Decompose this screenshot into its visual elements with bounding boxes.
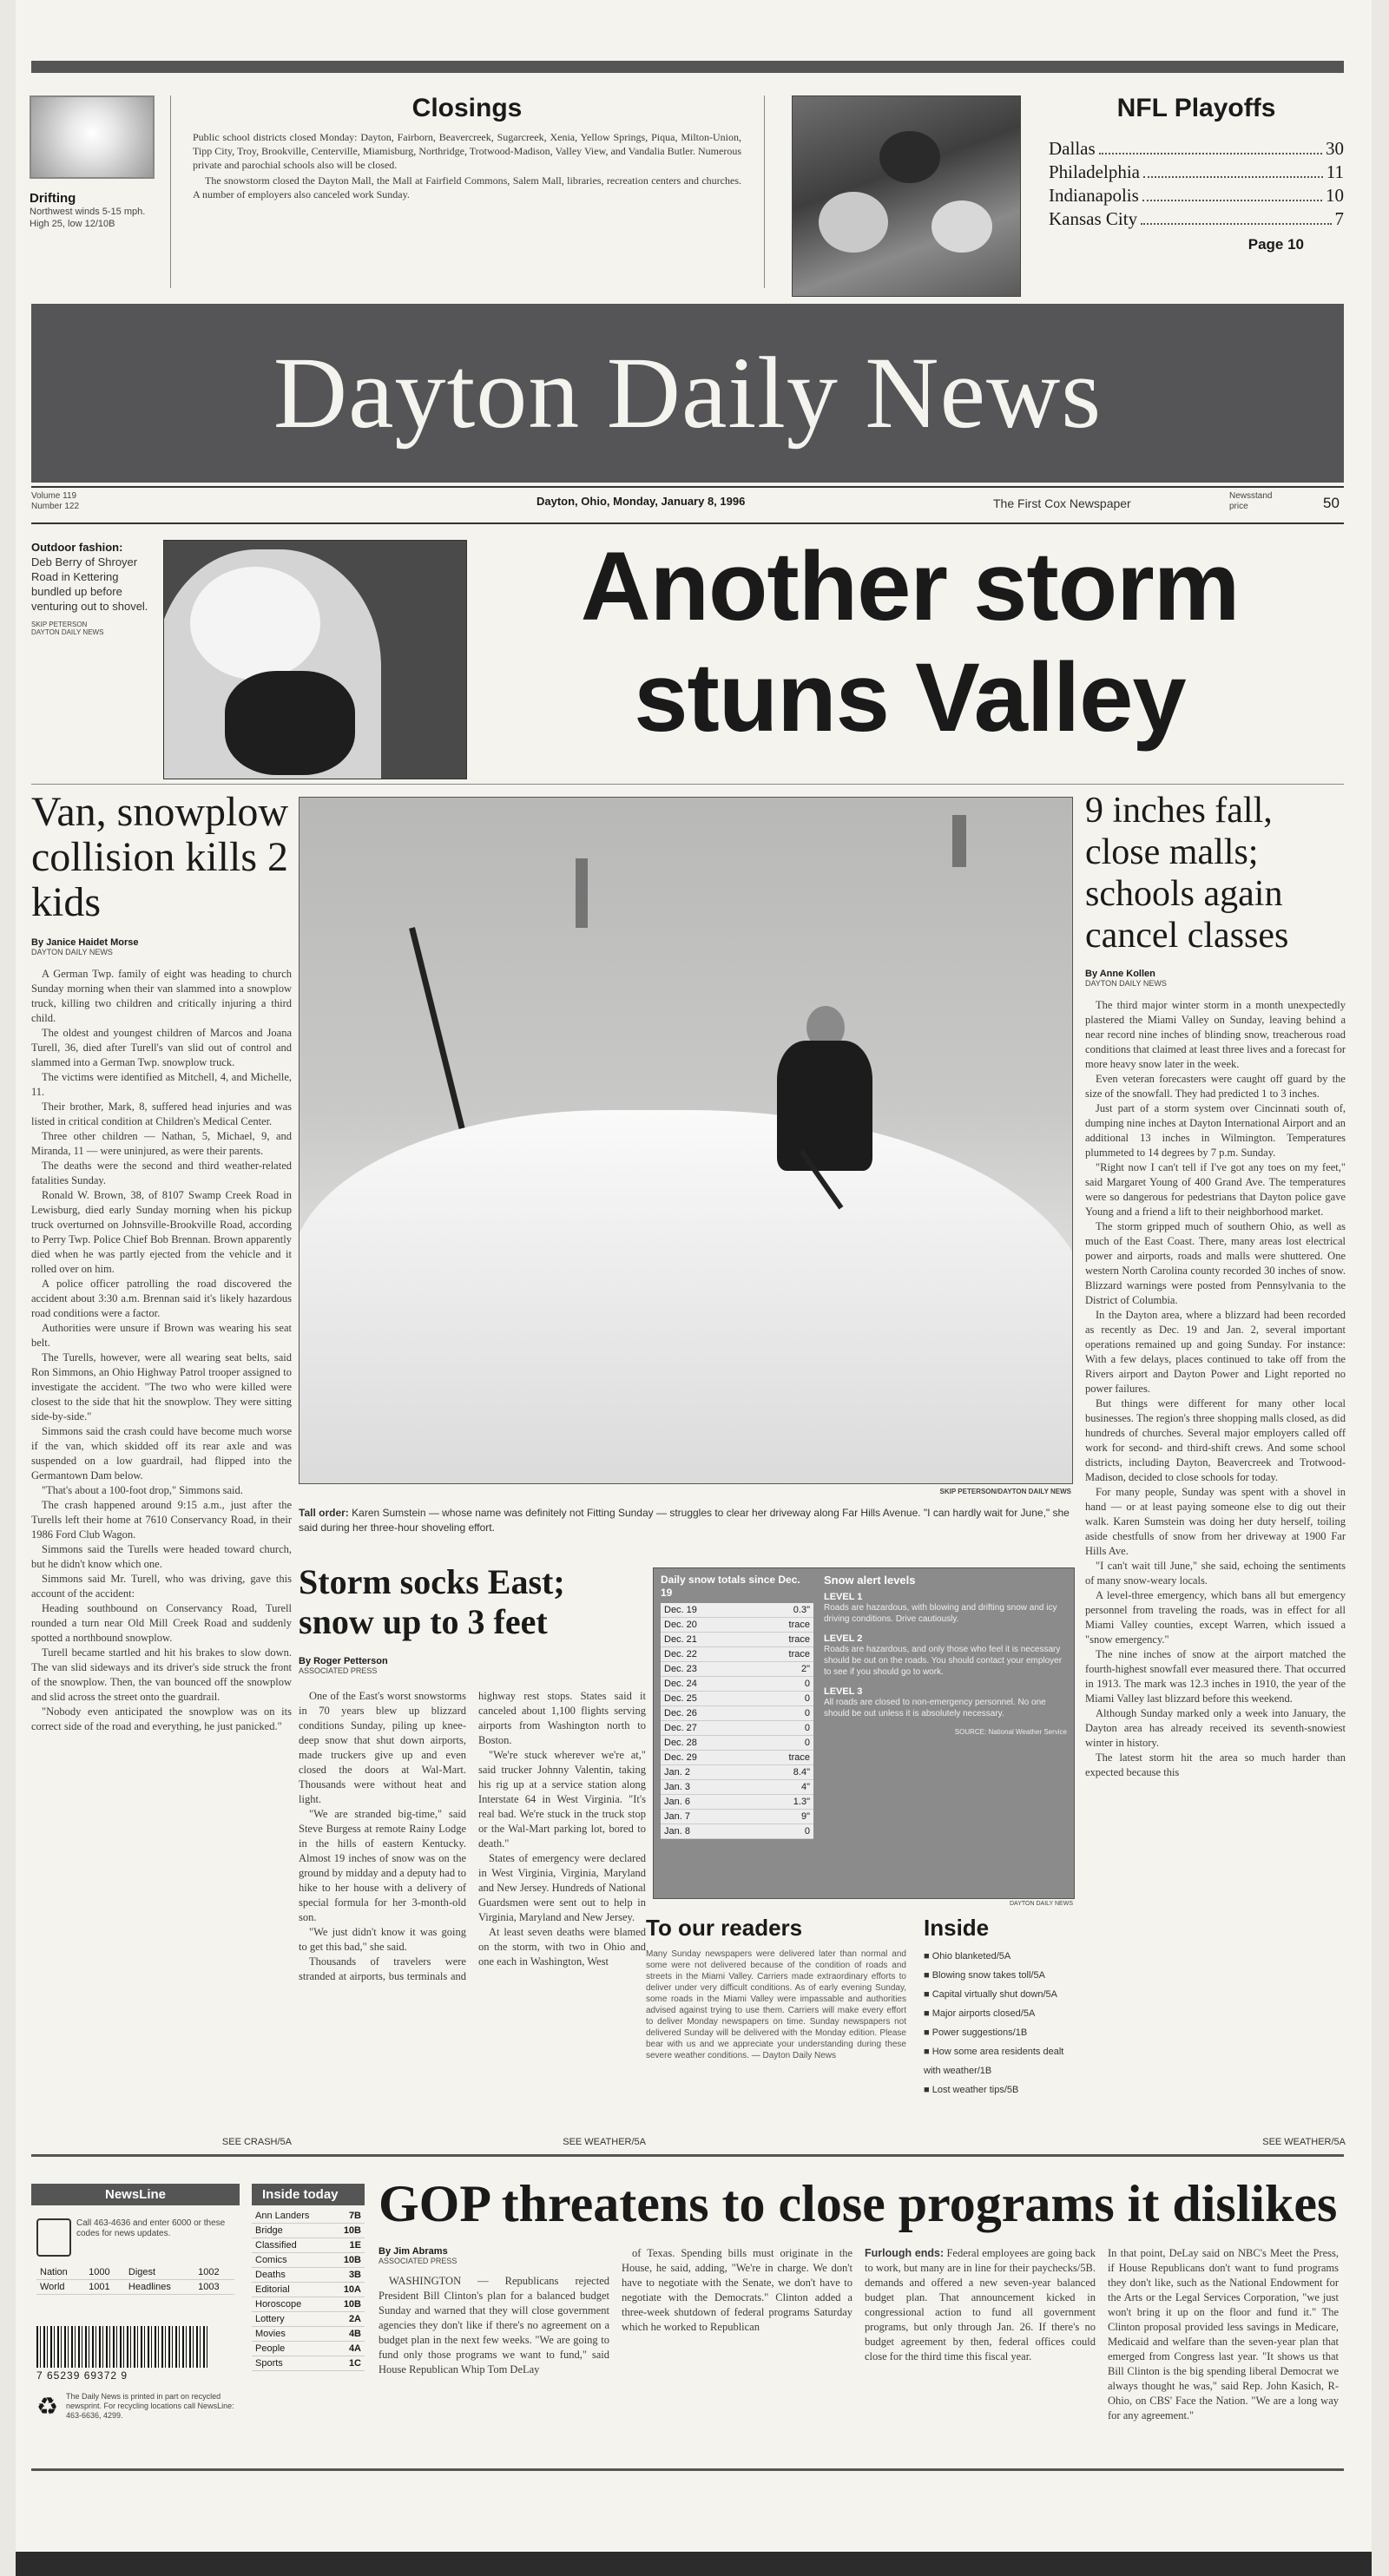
inside-item-label: Ohio blanketed/5A (931, 1951, 1011, 1962)
inside-today-section: Ann Landers (252, 2209, 332, 2224)
inside-today-section: Sports (252, 2356, 332, 2371)
nfl-score-row (1049, 207, 1344, 231)
masthead (31, 304, 1344, 483)
recycle-icon: ♻ (36, 2393, 59, 2420)
alert-level (824, 1633, 1067, 1678)
tagline: The First Cox Newspaper (993, 496, 1131, 510)
paragraph: The Turells, however, were all wearing seat belts, said Ron Simmons, an Ohio Highway Patrol trooper assigned to investigate the accident. "The two who were killed were closest to the side that hit the snowplow. They were sitting side-by-side." (31, 1351, 292, 1423)
team-score: 11 (1326, 161, 1344, 182)
teaser-caption-title: Outdoor fashion: (31, 541, 123, 554)
team-score: 7 (1334, 208, 1344, 229)
snow-amount: 0 (750, 1721, 813, 1736)
shoveler-figure (768, 1006, 881, 1197)
newsline-name: Headlines (125, 2280, 194, 2295)
section-rule (31, 2154, 1344, 2157)
paragraph: The crash happened around 9:15 a.m., just after the Turells left their home at 7610 Conservancy Road, in their 1986 Ford Club Wagon. (31, 1499, 292, 1541)
traffic-signal-shape (952, 815, 966, 867)
snow-date: Dec. 27 (661, 1721, 750, 1736)
snow-amount: 0 (750, 1736, 813, 1751)
inside-today-page: 4B (332, 2327, 365, 2342)
main-headline: Another storm stuns Valley (580, 532, 1240, 752)
gop-col3: Federal employees are going back to work, but many are in line for their paychecks/5B. demands and offered a new seven-year balanced budget plan. That announcement kicked in congressional action to fund all government programs, but only through Jan. 26. If there's no budget agreement by then, federal offices could close for the third time this fiscal year. (865, 2247, 1096, 2362)
weather-box (30, 95, 177, 269)
paragraph: Authorities were unsure if Brown was wearing his seat belt. (31, 1322, 292, 1349)
snow-amount: 9" (750, 1810, 813, 1824)
newsline-code: 1000 (85, 2265, 125, 2280)
snow-alert-source: SOURCE: National Weather Service (954, 1728, 1067, 1736)
newsline-name: World (36, 2280, 85, 2295)
snow-amount: 8.4" (750, 1765, 813, 1780)
snow-total-row (661, 1810, 813, 1824)
inside-item-label: Blowing snow takes toll/5A (931, 1970, 1045, 1981)
snow-amount: 2" (750, 1662, 813, 1677)
divider (764, 95, 765, 288)
alert-level-text: All roads are closed to non-emergency personnel. No one should be out unless it is absolutely necessary. (824, 1698, 1046, 1718)
paragraph: At least seven deaths were blamed on the storm, with two in Ohio and one each in Washington, West (478, 1926, 646, 1968)
inside-today-section: Editorial (252, 2283, 332, 2297)
van-story-paper: DAYTON DAILY NEWS (31, 948, 113, 956)
inside-today-section: Bridge (252, 2224, 332, 2238)
inside-today-page: 10B (332, 2224, 365, 2238)
newsline-row (36, 2265, 234, 2280)
photo-caption-text: Karen Sumstein — whose name was definitely not Fitting Sunday — struggles to clear her driveway along Far Hills Avenue. "I can hardly wait for June," she said during her three-hour shoveling effort. (299, 1507, 1070, 1534)
photo-caption (299, 1506, 1071, 1535)
inside-today-row[interactable] (252, 2224, 365, 2238)
inside-item-label: Major airports closed/5A (931, 2008, 1036, 2019)
inside-today-row[interactable] (252, 2356, 365, 2371)
snow-total-row (661, 1662, 813, 1677)
snow-alert (824, 1574, 1067, 1736)
inside-item[interactable] (924, 1985, 1071, 2004)
alert-level (824, 1686, 1067, 1719)
gop-byline: By Jim Abrams (379, 2246, 448, 2257)
bullet-icon: ■ (924, 1951, 932, 1962)
inside-today-row[interactable] (252, 2297, 365, 2312)
inside-today-page: 10B (332, 2297, 365, 2312)
newsline-title: NewsLine (31, 2184, 240, 2205)
team-score: 30 (1326, 138, 1344, 159)
snow-total-row (661, 1751, 813, 1765)
leader-dots (1143, 161, 1323, 178)
recycle-text: The Daily News is printed in part on recycled newsprint. For recycling locations call NewsLine: 463-6636, 4299. (66, 2392, 234, 2420)
newsline-code: 1003 (194, 2280, 234, 2295)
snow-total-row (661, 1647, 813, 1662)
teaser-caption-text: Deb Berry of Shroyer Road in Kettering bundled up before venturing out to shovel. (31, 555, 148, 613)
weather-heading: Drifting (30, 191, 76, 206)
gop-col3-lead: Furlough ends: (865, 2247, 945, 2259)
helmet-shape (931, 200, 992, 253)
paragraph: Although Sunday marked only a week into January, the Dayton area has already received its seventh-snowiest winter in history. (1085, 1707, 1346, 1749)
snow-amount: trace (750, 1751, 813, 1765)
storm-east-jump[interactable]: SEE WEATHER/5A (563, 2137, 646, 2147)
inside-today-section: Classified (252, 2238, 332, 2253)
bullet-icon: ■ (924, 2085, 932, 2095)
paragraph: A police officer patrolling the road discovered the accident about 3:30 a.m. Brennan said it's likely hazardous road conditions were a factor. (31, 1278, 292, 1319)
inside-item-label: Power suggestions/1B (931, 2027, 1028, 2038)
inside-today-section: Lottery (252, 2312, 332, 2327)
snow-total-row (661, 1633, 813, 1647)
dateline-bottom-rule (31, 522, 1344, 524)
snow-graphic (653, 1567, 1075, 1899)
storm-east-paper: ASSOCIATED PRESS (299, 1666, 378, 1675)
newsline-box (31, 2184, 240, 2444)
gop-column (865, 2246, 1096, 2423)
paragraph: The third major winter storm in a month unexpectedly plastered the Miami Valley on Sunday, leaving behind a near record nine inches of blinding snow, treacherous road conditions that claimed at least three lives and a forecast for more heavy snow later in the week. (1085, 999, 1346, 1070)
newsline-code: 1001 (85, 2280, 125, 2295)
gop-column (379, 2246, 609, 2423)
gop-columns (379, 2246, 1344, 2423)
readers-text: Many Sunday newspapers were delivered later than normal and some were not delivered because of the condition of roads and streets in the Miami Valley. Carriers made extraordinary efforts to deliver under very difficult conditions. As of early evening Sunday, some roads in the Miami Valley were impassable and authorities advised against trying to use them. Carriers will make every effort to deliver Monday newspapers on time. Sunday newspapers not delivered Sunday will be delivered with the Monday edition. Please bear with us and we appreciate your understanding during these severe weather conditions. — Dayton Daily News (646, 1949, 906, 2060)
snow-date: Dec. 28 (661, 1736, 750, 1751)
snow-date: Dec. 26 (661, 1706, 750, 1721)
face-shape (225, 671, 355, 775)
nfl-title: NFL Playoffs (1116, 94, 1276, 122)
inside-today-page: 3B (332, 2268, 365, 2283)
pole-shape (409, 927, 465, 1131)
snow-amount: 4" (750, 1780, 813, 1795)
page-edge (16, 2552, 1372, 2576)
inside-today-page: 4A (332, 2342, 365, 2356)
team-name: Dallas (1049, 138, 1096, 159)
snow-total-row (661, 1795, 813, 1810)
inside-today-table (252, 2209, 365, 2371)
nine-inches-headline: 9 inches fall, close malls; schools again cancel classes (1085, 791, 1289, 956)
leader-dots (1141, 207, 1331, 225)
gop-col1: WASHINGTON — Republicans rejected President Bill Clinton's plan for a balanced budget Sunday and warned that they will close government agencies they don't like if there's no agreement on a budget plan in the next few weeks. "We are going to fund only those programs we want to fund," said House Republican Whip Tom DeLay (379, 2275, 609, 2376)
van-story-jump[interactable]: SEE CRASH/5A (221, 2137, 292, 2147)
inside-today-section: Horoscope (252, 2297, 332, 2312)
snow-totals (661, 1574, 813, 1839)
inside-today-page: 7B (332, 2209, 365, 2224)
snow-date: Dec. 22 (661, 1647, 750, 1662)
snow-total-row (661, 1780, 813, 1795)
paragraph: A level-three emergency, which bans all but emergency personnel from traveling the roads, was in effect for all Miami Valley counties, except Warren, which issued a "snow emergency." (1085, 1589, 1346, 1646)
top-rule (31, 61, 1344, 73)
paragraph: The storm gripped much of southern Ohio, as well as much of the East Coast. There, many areas lost electrical power and airports, roads and malls were shuttered. One western North Carolina county recorded 30 inches of snow. Blizzard warnings were posted from Pennsylvania to the District of Columbia. (1085, 1220, 1346, 1306)
snow-date: Jan. 6 (661, 1795, 750, 1810)
snow-total-row (661, 1692, 813, 1706)
snow-alert-title: Snow alert levels (824, 1574, 916, 1587)
teaser-caption (31, 540, 161, 636)
inside-today-page: 2A (332, 2312, 365, 2327)
paragraph: Turell became startled and hit his brakes to slow down. The van slid sideways and its driver's side struck the front of the snowplow. Then, the van bounced off the snowplow and slid across the street onto the guardrail. (31, 1646, 292, 1703)
nfl-page-ref: Page 10 (1247, 236, 1304, 253)
paragraph: A German Twp. family of eight was heading to church Sunday morning when their van slammed into a snowplow truck, killing two children and critically injuring a third child. (31, 968, 292, 1024)
bullet-icon: ■ (924, 2027, 932, 2038)
inside-item[interactable] (924, 2004, 1071, 2023)
readers-box (646, 1915, 906, 2061)
paragraph: States of emergency were declared in West Virginia, Virginia, Maryland and New Jersey. Hundreds of National Guardsmen were sent out to help in Virginia, Maryland and New Jersey. (478, 1852, 646, 1923)
paragraph: "We are stranded big-time," said Steve Burgess at remote Rainy Lodge in the hills of eastern Kentucky. Almost 19 inches of snow was on the ground by midday and a deputy had to hike to her house with a delivery of special formula for her 3-month-old son. (299, 1808, 466, 1923)
newsline-name: Nation (36, 2265, 85, 2280)
inside-today-page: 10A (332, 2283, 365, 2297)
storm-east-headline: Storm socks East; snow up to 3 feet (299, 1562, 565, 1641)
nfl-scores (1049, 137, 1344, 231)
paragraph: "We just didn't know it was going to get this bad," she said. (299, 1926, 466, 1953)
inside-item[interactable] (924, 1947, 1071, 1966)
snow-amount: trace (750, 1647, 813, 1662)
paragraph: "Nobody even anticipated the snowplow was on its correct side of the road and everything, he just panicked." (31, 1705, 292, 1732)
alert-level-text: Roads are hazardous, and only those who feel it is necessary should be out on the roads. You should contact your employer to see if you should go to work. (824, 1645, 1063, 1677)
snow-totals-table (661, 1603, 813, 1839)
nfl-box (1049, 94, 1344, 293)
helmet-shape (879, 131, 940, 183)
closings-box (181, 94, 754, 289)
inside-today-page: 10B (332, 2253, 365, 2268)
paragraph: Just part of a storm system over Cincinnati south of, dumping nine inches at Dayton International Airport and an additional 13 inches in Wilmington. Temperatures plummeted to 14 degrees by 7 p.m. Sunday. (1085, 1102, 1346, 1159)
snow-date: Jan. 7 (661, 1810, 750, 1824)
inside-today-page: 1E (332, 2238, 365, 2253)
paragraph: Ronald W. Brown, 38, of 8107 Swamp Creek Road in Lewisburg, died early Sunday morning when his pickup truck overturned on Johnsville-Brookville Road, according to Perry Twp. Police Chief Bob Brennan. Brown apparently died when he was partly ejected from the vehicle and it rolled over on him. (31, 1189, 292, 1275)
inside-today-section: People (252, 2342, 332, 2356)
inside-today-section: Comics (252, 2253, 332, 2268)
inside-today-row[interactable] (252, 2209, 365, 2224)
paragraph: Thousands of travelers were stranded at airports, bus terminals and highway rest stops. States said it canceled about 1,100 flights serving airports from Washington north to Boston. (299, 1690, 646, 1982)
headline-rule (31, 784, 1344, 785)
snow-total-row (661, 1736, 813, 1751)
paragraph: The victims were identified as Mitchell, 4, and Michelle, 11. (31, 1071, 292, 1098)
storm-east-story (299, 1562, 646, 2126)
inside-today-section: Deaths (252, 2268, 332, 2283)
paragraph: The deaths were the second and third weather-related fatalities Sunday. (31, 1160, 292, 1186)
nine-inches-jump[interactable]: SEE WEATHER/5A (1262, 2137, 1346, 2147)
nine-inches-byline: By Anne Kollen (1085, 969, 1155, 979)
inside-item[interactable] (924, 1966, 1071, 1985)
barcode-number: 7 65239 69372 9 (36, 2369, 128, 2382)
newsline-intro: Call 463-4636 and enter 6000 or these codes for news updates. (76, 2218, 226, 2238)
inside-item[interactable] (924, 2042, 1071, 2080)
main-photo (299, 797, 1073, 1484)
snow-total-row (661, 1677, 813, 1692)
snow-alert-levels (824, 1592, 1067, 1719)
weather-text: Northwest winds 5-15 mph. High 25, low 12/10B (30, 207, 146, 229)
snow-date: Jan. 8 (661, 1824, 750, 1839)
inside-title: Inside (924, 1915, 990, 1941)
phone-icon (36, 2218, 71, 2257)
inside-items (924, 1947, 1071, 2100)
gop-paper: ASSOCIATED PRESS (379, 2257, 458, 2265)
traffic-signal-shape (576, 858, 588, 928)
paragraph: The latest storm hit the area so much harder than expected because this (1085, 1751, 1346, 1778)
closings-paragraph-1: Public school districts closed Monday: Dayton, Fairborn, Beavercreek, Sugarcreek, Xenia, Yellow Springs, Piqua, Milton-Union, Tipp City, Troy, Brookville, Centerville, Miamisburg, Northridge, Trotwood-Madison, Valley View, and Vandalia Butler. Numerous private and parochial schools also will be closed. (193, 131, 741, 171)
paragraph: "Right now I can't tell if I've got any toes on my feet," said Margaret Young of 400 Grand Ave. The temperatures were so dangerous for pedestrians that Dayton police gave Young and a friend a lift to their neighborhood market. (1085, 1161, 1346, 1218)
price-label: Newsstand price (1229, 491, 1273, 511)
bullet-icon: ■ (924, 2047, 932, 2057)
inside-today-box (252, 2184, 365, 2371)
paragraph: Three other children — Nathan, 5, Michael, 9, and Miranda, 11 — were uninjured, as were their parents. (31, 1130, 292, 1157)
inside-item-label: Capital virtually shut down/5A (931, 1989, 1057, 2000)
snow-date: Dec. 20 (661, 1618, 750, 1633)
bullet-icon: ■ (924, 2008, 932, 2019)
leader-dots (1142, 184, 1322, 201)
inside-today-row[interactable] (252, 2283, 365, 2297)
football-photo (792, 95, 1021, 297)
snow-total-row (661, 1706, 813, 1721)
snow-total-row (661, 1618, 813, 1633)
weather-icon (30, 95, 155, 179)
snow-amount: 0 (750, 1692, 813, 1706)
inside-today-row[interactable] (252, 2253, 365, 2268)
snow-date: Dec. 25 (661, 1692, 750, 1706)
barcode (36, 2326, 210, 2368)
volume-number: Volume 119 Number 122 (31, 491, 80, 511)
alert-level-text: Roads are hazardous, with blowing and drifting snow and icy driving conditions. Drive cautiously. (824, 1603, 1057, 1624)
storm-east-body (299, 1689, 646, 1984)
snow-amount: 0 (750, 1706, 813, 1721)
bullet-icon: ■ (924, 1970, 932, 1981)
team-name: Indianapolis (1049, 185, 1139, 206)
snow-total-row (661, 1824, 813, 1839)
inside-today-section: Movies (252, 2327, 332, 2342)
paragraph: In the Dayton area, where a blizzard had been recorded as recently as Dec. 19 and Jan. 2, several important operations remained up and going Sunday. For instance: With a few delays, places continued to take off from the Rivers airport and Dayton Power and Light reported no power failures. (1085, 1309, 1346, 1395)
paragraph: The oldest and youngest children of Marcos and Joana Turell, 36, died after Turell's van slid out of control and slammed into a German Twp. snowplow truck. (31, 1027, 292, 1068)
nfl-score-row (1049, 184, 1344, 207)
photo-caption-lead: Tall order: (299, 1507, 349, 1519)
newspaper-page (16, 0, 1372, 2576)
divider (170, 95, 171, 288)
inside-today-row[interactable] (252, 2342, 365, 2356)
newsline-name: Digest (125, 2265, 194, 2280)
van-story-body (31, 967, 292, 1734)
alert-level-name: LEVEL 2 (824, 1633, 863, 1644)
snow-total-row (661, 1721, 813, 1736)
snow-amount: 0.3" (750, 1603, 813, 1618)
snow-amount: 0 (750, 1677, 813, 1692)
gop-col2: of Texas. Spending bills must originate in the House, he said, adding, "We're in charge. We don't have to negotiate with the Senate, we don't have to negotiate with the Democrats." Clinton added a three-week shutdown of federal programs Saturday which he worked to Republican (622, 2247, 852, 2333)
snow-date: Dec. 24 (661, 1677, 750, 1692)
paragraph: One of the East's worst snowstorms in 70 years blew up blizzard conditions Sunday, piling up knee-deep snow that shut down airports, made truckers give up and even closed the doors at Wal-Mart. Thousands were without heat and light. (299, 1690, 466, 1805)
gop-story (379, 2173, 1344, 2451)
readers-title: To our readers (646, 1915, 803, 1941)
team-name: Kansas City (1049, 208, 1138, 229)
hood-fur-shape (190, 567, 320, 680)
paragraph: Their brother, Mark, 8, suffered head injuries and was listed in critical condition at Children's Medical Center. (31, 1101, 292, 1127)
teaser-caption-credit: SKIP PETERSON DAYTON DAILY NEWS (31, 621, 104, 636)
photo-credit: SKIP PETERSON/DAYTON DAILY NEWS (939, 1488, 1071, 1495)
snow-date: Dec. 29 (661, 1751, 750, 1765)
inside-today-row[interactable] (252, 2327, 365, 2342)
paragraph: Simmons said the crash could have become much worse if the van, which skidded off its rear axle and was suspended on a low guardrail, had flipped into the Germantown Dam below. (31, 1425, 292, 1482)
inside-item[interactable] (924, 2023, 1071, 2042)
alert-level-name: LEVEL 3 (824, 1686, 863, 1697)
nfl-score-row (1049, 137, 1344, 161)
helmet-shape (819, 192, 888, 253)
snow-total-row (661, 1603, 813, 1618)
nine-inches-paper: DAYTON DAILY NEWS (1085, 979, 1167, 988)
snow-date: Dec. 23 (661, 1662, 750, 1677)
inside-item[interactable] (924, 2080, 1071, 2100)
body-shape (777, 1041, 872, 1171)
newsline-codes (36, 2265, 234, 2295)
snow-totals-title: Daily snow totals since Dec. 19 (661, 1574, 800, 1599)
van-story-headline: Van, snowplow collision kills 2 kids (31, 790, 289, 925)
paragraph: Heading southbound on Conservancy Road, Turell rounded a turn near Old Mill Creek Road and suddenly spotted a northbound snowplow. (31, 1602, 292, 1644)
gop-col4: In that point, DeLay said on NBC's Meet the Press, if House Republicans don't want to fund programs they don't like, such as the National Endowment for the Arts or the Legal Services Corporation, "we just won't bring it up on the floor and fund it." The Clinton proposal provided less savings in Medicare, Medicaid and welfare than the seven-year plan that emerged from Congress last year. "It shows us that Bill Clinton is the big spending liberal Democrat we always thought he was," said Rep. John Kasich, R-Ohio, on CBS' Face the Nation. "We are a long way for any agreement." (1108, 2247, 1339, 2422)
inside-box (924, 1915, 1071, 2100)
price: 50 (1323, 495, 1340, 511)
van-story-byline: By Janice Haidet Morse (31, 937, 139, 948)
alert-level-name: LEVEL 1 (824, 1592, 863, 1602)
paragraph: "I can't wait till June," she said, echoing the sentiments of many snow-weary locals. (1085, 1560, 1346, 1587)
closings-title: Closings (411, 94, 523, 122)
closings-paragraph-2: The snowstorm closed the Dayton Mall, the Mall at Fairfield Commons, Salem Mall, libraries, recreation centers and churches. A number of employers also canceled work Sunday. (193, 174, 741, 200)
dateline-row (31, 491, 1344, 521)
teaser-photo (163, 540, 467, 779)
gop-headline: GOP threatens to close programs it dislikes (379, 2175, 1338, 2232)
dateline-top-rule (31, 486, 1344, 488)
snow-total-row (661, 1765, 813, 1780)
snow-date: Dec. 21 (661, 1633, 750, 1647)
masthead-title: Dayton Daily News (273, 336, 1103, 450)
snow-amount: 1.3" (750, 1795, 813, 1810)
paragraph: Simmons said the Turells were headed toward church, but he didn't know which one. (31, 1543, 292, 1570)
dateline: Dayton, Ohio, Monday, January 8, 1996 (537, 495, 746, 508)
paragraph: For many people, Sunday was spent with a shovel in hand — or at least paying someone else to dig out their walk. Karen Sumstein was doing her duty herself, toiling aside chestfulls of snow from her driveway at 1900 Far Hills Ave. (1085, 1486, 1346, 1557)
team-score: 10 (1326, 185, 1344, 206)
snow-date: Jan. 3 (661, 1780, 750, 1795)
paragraph: "That's about a 100-foot drop," Simmons said. (42, 1484, 243, 1496)
team-name: Philadelphia (1049, 161, 1140, 182)
van-story (31, 790, 292, 2196)
inside-today-row[interactable] (252, 2312, 365, 2327)
paragraph: "We're stuck wherever we're at," said trucker Johnny Valentin, taking his rig up at a service station along Interstate 64 in West Virginia. "It's real bad. We're stuck in the truck stop or the Wal-Mart parking lot, bored to death." (478, 1749, 646, 1850)
bullet-icon: ■ (924, 1989, 932, 2000)
snow-amount: trace (750, 1633, 813, 1647)
inside-today-row[interactable] (252, 2238, 365, 2253)
snow-graphic-credit: DAYTON DAILY NEWS (1010, 1901, 1073, 1907)
nine-inches-body (1085, 998, 1346, 1780)
inside-today-title: Inside today (252, 2184, 365, 2205)
inside-item-label: Lost weather tips/5B (931, 2085, 1019, 2095)
newsline-row (36, 2280, 234, 2295)
snow-date: Jan. 2 (661, 1765, 750, 1780)
leader-dots (1099, 137, 1322, 154)
nine-inches-story (1085, 790, 1346, 2135)
newsline-code: 1002 (194, 2265, 234, 2280)
bottom-rule (31, 2468, 1344, 2471)
inside-today-row[interactable] (252, 2268, 365, 2283)
paragraph: But things were different for many other local businesses. The region's three shopping malls closed, as did hundreds of churches. Several major employers called off work for second- and third-shift crews. And some school districts, including Dayton, Beavercreek and Trotwood-Madison, decided to close schools for today. (1085, 1397, 1346, 1483)
paragraph: Simmons said Mr. Turell, who was driving, gave this account of the accident: (31, 1573, 292, 1600)
snowbank-shape (299, 1110, 1073, 1484)
alert-level (824, 1592, 1067, 1625)
snow-amount: 0 (750, 1824, 813, 1839)
paragraph: Even veteran forecasters were caught off guard by the size of the snowfall. They had predicted 1 to 3 inches. (1085, 1073, 1346, 1100)
snow-date: Dec. 19 (661, 1603, 750, 1618)
storm-east-byline: By Roger Petterson (299, 1656, 388, 1666)
nfl-score-row (1049, 161, 1344, 184)
snow-amount: trace (750, 1618, 813, 1633)
paragraph: The nine inches of snow at the airport matched the fourth-highest snowfall ever measured there. That occurred in 1913. The mark was 12.3 inches in 1910, the year of the Miami Valley last blizzard before this weekend. (1085, 1648, 1346, 1705)
inside-item-label: How some area residents dealt with weather/1B (924, 2047, 1064, 2076)
inside-today-page: 1C (332, 2356, 365, 2371)
